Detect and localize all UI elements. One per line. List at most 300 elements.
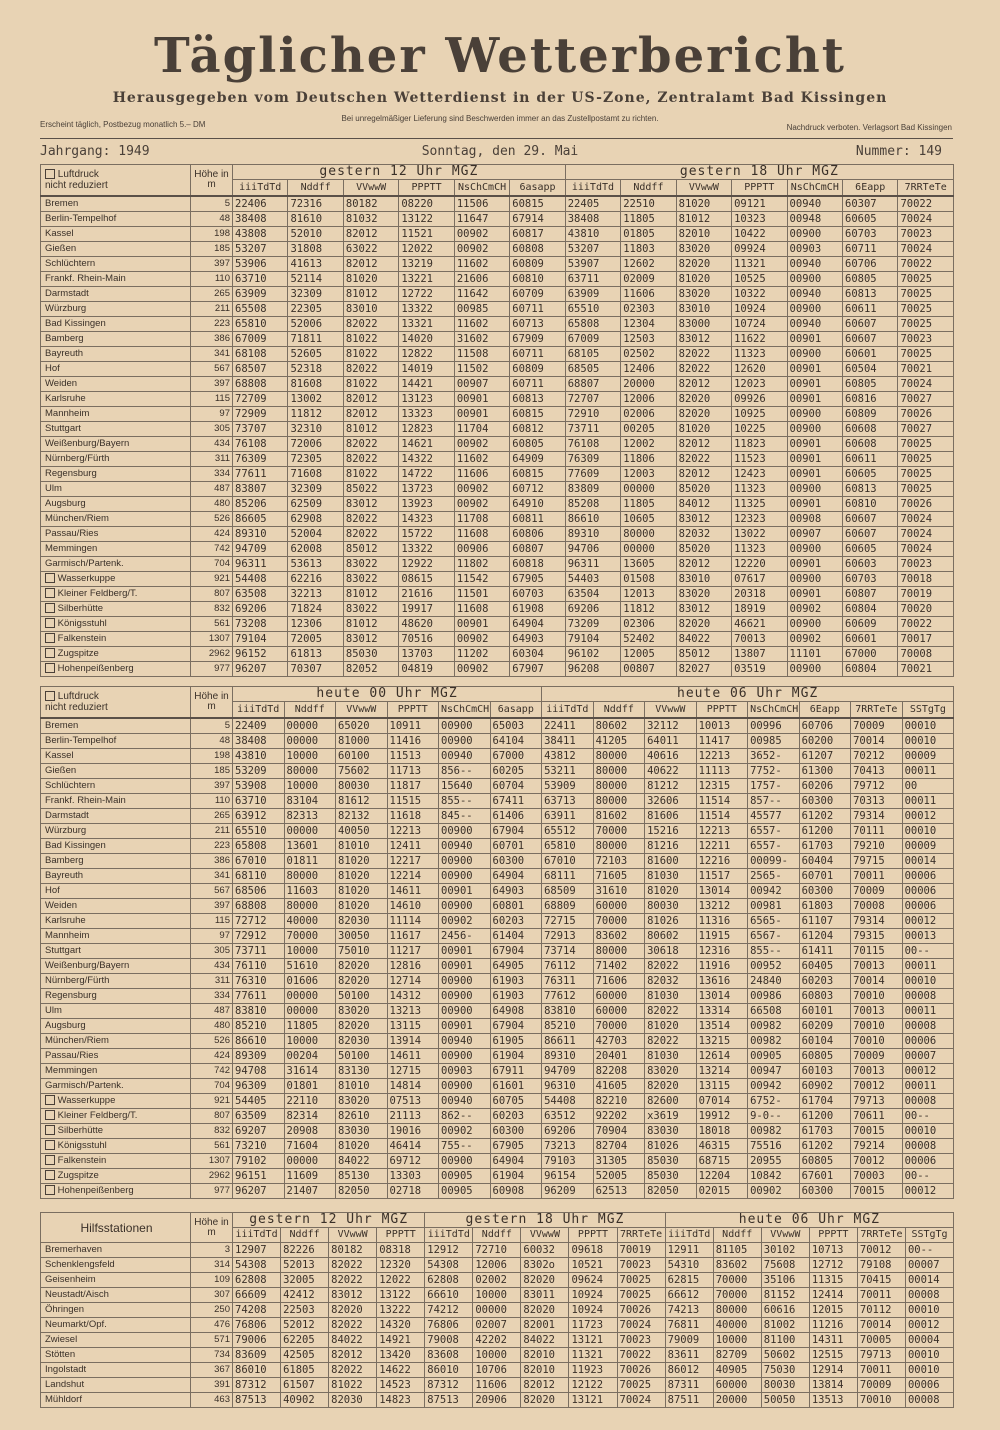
report-code: 70009 — [851, 718, 903, 734]
report-code: 53907 — [565, 257, 620, 272]
report-code: 61803 — [799, 899, 851, 914]
report-code: 68715 — [696, 1154, 748, 1169]
report-code: 80182 — [343, 196, 398, 212]
station-name: Bremerhaven — [41, 1243, 191, 1258]
table-row — [41, 332, 954, 347]
station-altitude: 526 — [191, 1034, 233, 1049]
report-code: 60712 — [510, 482, 565, 497]
report-code: 83020 — [336, 1094, 388, 1109]
report-code: 61300 — [799, 764, 851, 779]
station-altitude: 391 — [191, 1378, 233, 1393]
report-code: 12122 — [569, 1378, 617, 1393]
report-code: 77611 — [233, 467, 288, 482]
report-code: 00902 — [454, 482, 509, 497]
report-code: 83030 — [336, 1124, 388, 1139]
report-code: 73209 — [565, 617, 620, 632]
report-code: 00985 — [454, 302, 509, 317]
report-code: 63713 — [542, 794, 594, 809]
report-code: 43812 — [542, 749, 594, 764]
checkbox-icon — [45, 691, 55, 701]
report-code: 11114 — [387, 914, 439, 929]
report-code: 13914 — [387, 1034, 439, 1049]
report-code: 70027 — [898, 422, 954, 437]
report-code: 00011 — [902, 1079, 954, 1094]
report-code: 00902 — [454, 242, 509, 257]
report-code: 70212 — [851, 749, 903, 764]
report-code: 00940 — [787, 317, 842, 332]
station-label: Mannheim — [45, 930, 90, 941]
report-code: 12213 — [387, 824, 439, 839]
report-code: 00000 — [621, 542, 676, 557]
report-code: 13219 — [399, 257, 454, 272]
report-code: 76309 — [233, 452, 288, 467]
table-row — [41, 1079, 954, 1094]
station-label: Memmingen — [45, 543, 98, 554]
report-code: 12204 — [696, 1169, 748, 1184]
station-label: Weiden — [45, 900, 78, 911]
report-code: 11523 — [732, 452, 787, 467]
station-altitude: 307 — [191, 1288, 233, 1303]
report-code: 70413 — [851, 764, 903, 779]
report-code: 14611 — [387, 884, 439, 899]
station-name — [41, 824, 191, 839]
station-label: Würzburg — [45, 825, 87, 836]
station-label: Königsstuhl — [57, 1140, 107, 1151]
report-code: 82010 — [676, 227, 731, 242]
report-code: 83020 — [676, 287, 731, 302]
report-code: 00011 — [902, 959, 954, 974]
table-row — [41, 1184, 954, 1199]
report-code: 62205 — [281, 1333, 329, 1348]
report-code: 60304 — [510, 647, 565, 662]
report-code: 70013 — [732, 632, 787, 647]
report-code: 86610 — [565, 512, 620, 527]
station-label: Garmisch/Partenk. — [45, 558, 124, 569]
report-code: 13723 — [399, 482, 454, 497]
report-code: 21113 — [387, 1109, 439, 1124]
report-code: 11915 — [696, 929, 748, 944]
report-code: 61904 — [490, 1049, 542, 1064]
report-code: 67009 — [233, 332, 288, 347]
report-code: 12315 — [696, 779, 748, 794]
report-code: 81020 — [645, 884, 697, 899]
report-code: 68808 — [233, 377, 288, 392]
report-code: 70024 — [617, 1318, 665, 1333]
report-code: 60813 — [510, 392, 565, 407]
report-code: 64905 — [490, 959, 542, 974]
report-code: 60611 — [843, 452, 898, 467]
report-code: 81002 — [761, 1318, 809, 1333]
report-code: 70011 — [857, 1288, 905, 1303]
report-code: 52605 — [288, 347, 343, 362]
station-altitude: 305 — [191, 422, 233, 437]
report-code: 96151 — [233, 1169, 285, 1184]
report-code: 13115 — [387, 1019, 439, 1034]
station-altitude: 434 — [191, 437, 233, 452]
report-code: 00901 — [439, 884, 491, 899]
report-code: 81020 — [336, 869, 388, 884]
report-code: 85208 — [565, 497, 620, 512]
report-code: 60300 — [799, 794, 851, 809]
station-altitude: 832 — [191, 1124, 233, 1139]
report-code: 72103 — [593, 854, 645, 869]
report-code: 02306 — [621, 617, 676, 632]
report-code: 70024 — [898, 377, 954, 392]
report-code: 62509 — [288, 497, 343, 512]
report-code: 63509 — [233, 1109, 285, 1124]
report-code: 83020 — [645, 1064, 697, 1079]
station-name — [41, 1004, 191, 1019]
report-code: 67904 — [490, 944, 542, 959]
report-code: 20000 — [621, 377, 676, 392]
station-name — [41, 557, 191, 572]
report-code: 70005 — [857, 1333, 905, 1348]
table-row — [41, 422, 954, 437]
report-code: 66610 — [425, 1288, 473, 1303]
report-code: 81010 — [336, 1079, 388, 1094]
report-code: 38408 — [233, 212, 288, 227]
report-code: 85210 — [233, 1019, 285, 1034]
station-name — [41, 392, 191, 407]
report-code: 80000 — [284, 764, 336, 779]
report-code: 00901 — [787, 587, 842, 602]
report-code: 82022 — [343, 527, 398, 542]
station-name — [41, 734, 191, 749]
report-code: 81026 — [645, 914, 697, 929]
station-altitude: 424 — [191, 1049, 233, 1064]
report-code: 82012 — [343, 392, 398, 407]
report-code: 81030 — [645, 989, 697, 1004]
report-code: 70023 — [898, 557, 954, 572]
report-code: 81602 — [593, 809, 645, 824]
report-code: 3652- — [748, 749, 800, 764]
report-code: 62216 — [288, 572, 343, 587]
station-label: Wasserkuppe — [57, 1095, 116, 1106]
report-code: 11217 — [387, 944, 439, 959]
report-code: 10000 — [713, 1333, 761, 1348]
report-code: 96207 — [233, 662, 288, 677]
report-code: 75030 — [761, 1363, 809, 1378]
report-code: 81030 — [645, 1049, 697, 1064]
pressure-sublabel: nicht reduziert — [45, 180, 108, 191]
report-code: 07617 — [732, 572, 787, 587]
report-code: 82022 — [343, 362, 398, 377]
table-row — [41, 809, 954, 824]
report-code: 12922 — [399, 557, 454, 572]
report-code: 70025 — [898, 287, 954, 302]
report-code: 12216 — [696, 854, 748, 869]
report-code: 80000 — [593, 794, 645, 809]
report-code: 74212 — [425, 1303, 473, 1318]
report-code: 80000 — [621, 527, 676, 542]
report-code: 00940 — [439, 749, 491, 764]
station-name — [41, 1169, 191, 1184]
report-code: 13314 — [696, 1004, 748, 1019]
report-code: 86010 — [233, 1363, 281, 1378]
report-code: 82022 — [343, 452, 398, 467]
report-code: 83010 — [676, 302, 731, 317]
column-header: VVwwW — [336, 702, 388, 718]
report-code: 00011 — [902, 764, 954, 779]
report-code: 00008 — [902, 1019, 954, 1034]
report-code: 13807 — [732, 647, 787, 662]
report-code: 94708 — [233, 1064, 285, 1079]
report-code: 83104 — [284, 794, 336, 809]
report-code: 61107 — [799, 914, 851, 929]
station-label: Ulm — [45, 483, 62, 494]
report-code: 42202 — [473, 1333, 521, 1348]
report-code: 12214 — [387, 869, 439, 884]
report-code: 82314 — [284, 1109, 336, 1124]
report-code: 11323 — [732, 542, 787, 557]
checkbox-icon — [45, 169, 55, 179]
report-code: 60605 — [843, 542, 898, 557]
report-code: 54403 — [565, 572, 620, 587]
report-code: 68108 — [233, 347, 288, 362]
report-code: 14921 — [377, 1333, 425, 1348]
report-code: 65810 — [542, 839, 594, 854]
report-code: 66508 — [748, 1004, 800, 1019]
report-code: 00006 — [905, 1378, 953, 1393]
report-code: 60616 — [761, 1303, 809, 1318]
report-code: 11502 — [454, 362, 509, 377]
report-code: 72715 — [542, 914, 594, 929]
report-code: 00986 — [748, 989, 800, 1004]
report-code: 81030 — [645, 869, 697, 884]
report-code: 19917 — [399, 602, 454, 617]
table-row — [41, 542, 954, 557]
station-label: Falkenstein — [57, 633, 107, 644]
report-code: 00006 — [902, 899, 954, 914]
report-code: 38408 — [565, 212, 620, 227]
report-code: 72909 — [233, 407, 288, 422]
report-code: 74208 — [233, 1303, 281, 1318]
report-code: 00010 — [905, 1303, 953, 1318]
report-code: 41613 — [288, 257, 343, 272]
report-code: 00902 — [454, 227, 509, 242]
report-code: 82022 — [645, 1034, 697, 1049]
report-code: 11416 — [387, 734, 439, 749]
report-code: 67000 — [490, 749, 542, 764]
report-code: 62908 — [288, 512, 343, 527]
report-code: 60803 — [799, 989, 851, 1004]
report-code: 94709 — [542, 1064, 594, 1079]
report-code: 96102 — [565, 647, 620, 662]
report-code: 00205 — [621, 422, 676, 437]
report-code: 70313 — [851, 794, 903, 809]
report-code: 82022 — [676, 452, 731, 467]
table-row — [41, 302, 954, 317]
report-code: 65808 — [233, 839, 285, 854]
report-code: 63710 — [233, 794, 285, 809]
report-code: 13303 — [387, 1169, 439, 1184]
report-code: 60203 — [490, 914, 542, 929]
report-code: 79715 — [851, 854, 903, 869]
station-label: Garmisch/Partenk. — [45, 1080, 124, 1091]
report-code: 65003 — [490, 718, 542, 734]
report-code: 60816 — [843, 392, 898, 407]
report-code: 82132 — [336, 809, 388, 824]
report-code: 11514 — [696, 794, 748, 809]
station-label: Bayreuth — [45, 870, 84, 881]
report-code: 14621 — [399, 437, 454, 452]
report-code: 12022 — [399, 242, 454, 257]
report-code: 10422 — [732, 227, 787, 242]
report-code: 70013 — [851, 1004, 903, 1019]
station-name — [41, 227, 191, 242]
report-code: 60300 — [490, 854, 542, 869]
station-name — [41, 1139, 191, 1154]
report-code: 81026 — [645, 1139, 697, 1154]
table-row — [41, 497, 954, 512]
report-code: 14611 — [387, 1049, 439, 1064]
report-code: 10000 — [284, 1034, 336, 1049]
station-name — [41, 959, 191, 974]
report-code: 13122 — [377, 1288, 425, 1303]
station-altitude: 115 — [191, 914, 233, 929]
report-code: 30102 — [761, 1243, 809, 1258]
report-code: 01508 — [621, 572, 676, 587]
report-code: 82001 — [521, 1318, 569, 1333]
report-code: 12320 — [377, 1258, 425, 1273]
report-code: 12912 — [425, 1243, 473, 1258]
report-code: 92202 — [593, 1109, 645, 1124]
report-code: 70020 — [898, 602, 954, 617]
report-code: 09121 — [732, 196, 787, 212]
report-code: 83011 — [521, 1288, 569, 1303]
report-code: 82022 — [329, 1273, 377, 1288]
report-code: 60701 — [490, 839, 542, 854]
station-altitude: 223 — [191, 839, 233, 854]
report-code: 68808 — [233, 899, 285, 914]
station-altitude: 434 — [191, 959, 233, 974]
table-row — [41, 512, 954, 527]
column-header: 7RRTeTe — [857, 1228, 905, 1243]
report-code: 64908 — [490, 1004, 542, 1019]
table-row — [41, 1348, 954, 1363]
report-code: 60815 — [510, 196, 565, 212]
report-code: 00010 — [905, 1348, 953, 1363]
report-code: 12220 — [732, 557, 787, 572]
report-code: 83130 — [336, 1064, 388, 1079]
report-code: 60815 — [510, 467, 565, 482]
report-code: 81020 — [336, 854, 388, 869]
report-code: 85210 — [542, 1019, 594, 1034]
report-code: 81020 — [336, 1139, 388, 1154]
table-row — [41, 1109, 954, 1124]
report-code: 12323 — [732, 512, 787, 527]
report-code: 31610 — [593, 884, 645, 899]
report-code: 85030 — [343, 647, 398, 662]
report-code: 00903 — [439, 1064, 491, 1079]
report-code: 32309 — [288, 482, 343, 497]
report-code: 11923 — [569, 1363, 617, 1378]
table-row — [41, 884, 954, 899]
report-code: 82012 — [676, 437, 731, 452]
station-label: Silberhütte — [57, 603, 104, 614]
station-label: Augsburg — [45, 498, 86, 509]
report-code: 60605 — [843, 467, 898, 482]
report-code: 96309 — [233, 1079, 285, 1094]
station-label: Bayreuth — [45, 348, 84, 359]
report-code: 63912 — [233, 809, 285, 824]
report-code: 12005 — [621, 647, 676, 662]
report-code: 60307 — [843, 196, 898, 212]
report-code: 70026 — [898, 407, 954, 422]
report-code: 71605 — [593, 869, 645, 884]
report-code: 81608 — [288, 377, 343, 392]
report-code: 30050 — [336, 929, 388, 944]
station-name: Schenklengsfeld — [41, 1258, 191, 1273]
report-code: 00902 — [787, 602, 842, 617]
group-header-b: gestern 18 Uhr MGZ — [565, 165, 953, 180]
station-name — [41, 869, 191, 884]
report-code: 87311 — [665, 1378, 713, 1393]
station-altitude: 311 — [191, 974, 233, 989]
report-code: 70022 — [898, 257, 954, 272]
station-altitude: 397 — [191, 257, 233, 272]
report-code: 87312 — [425, 1378, 473, 1393]
station-label: Kassel — [45, 750, 74, 761]
table-row — [41, 899, 954, 914]
report-code: 64904 — [490, 869, 542, 884]
report-code: 75516 — [748, 1139, 800, 1154]
station-altitude: 567 — [191, 362, 233, 377]
report-code: 82610 — [336, 1109, 388, 1124]
report-code: x3619 — [645, 1109, 697, 1124]
report-code: 70008 — [898, 647, 954, 662]
report-code: 83012 — [676, 602, 731, 617]
report-code: 73711 — [233, 944, 285, 959]
report-code: 60405 — [799, 959, 851, 974]
report-code: 81020 — [676, 196, 731, 212]
report-code: 85020 — [676, 542, 731, 557]
report-code: 2565- — [748, 869, 800, 884]
report-code: 11817 — [387, 779, 439, 794]
report-code: 855-- — [748, 944, 800, 959]
column-header: VVwwW — [521, 1228, 569, 1243]
report-code: 10924 — [569, 1303, 617, 1318]
station-altitude: 742 — [191, 1064, 233, 1079]
report-code: 60601 — [843, 632, 898, 647]
report-code: 80000 — [593, 749, 645, 764]
table-row — [41, 1333, 954, 1348]
report-code: 61813 — [288, 647, 343, 662]
report-code: 89309 — [233, 1049, 285, 1064]
station-name — [41, 452, 191, 467]
report-code: 1757- — [748, 779, 800, 794]
report-code: 15722 — [399, 527, 454, 542]
report-code: 38411 — [542, 734, 594, 749]
report-code: 11805 — [621, 212, 676, 227]
report-code: 67411 — [490, 794, 542, 809]
table-row — [41, 1124, 954, 1139]
report-code: 70019 — [617, 1243, 665, 1258]
report-code: 60810 — [510, 272, 565, 287]
column-header: PPPTT — [377, 1228, 425, 1243]
report-code: 76112 — [542, 959, 594, 974]
report-code: 60103 — [799, 1064, 851, 1079]
report-code: 70026 — [617, 1303, 665, 1318]
auxiliary-label: Hilfsstationen — [41, 1213, 191, 1243]
report-code: 10000 — [473, 1348, 521, 1363]
report-code: 35106 — [761, 1273, 809, 1288]
table-row — [41, 587, 954, 602]
column-header: PPPTT — [732, 180, 787, 196]
report-code: 60805 — [799, 1154, 851, 1169]
report-code: 13213 — [387, 1004, 439, 1019]
report-code: 60609 — [843, 617, 898, 632]
